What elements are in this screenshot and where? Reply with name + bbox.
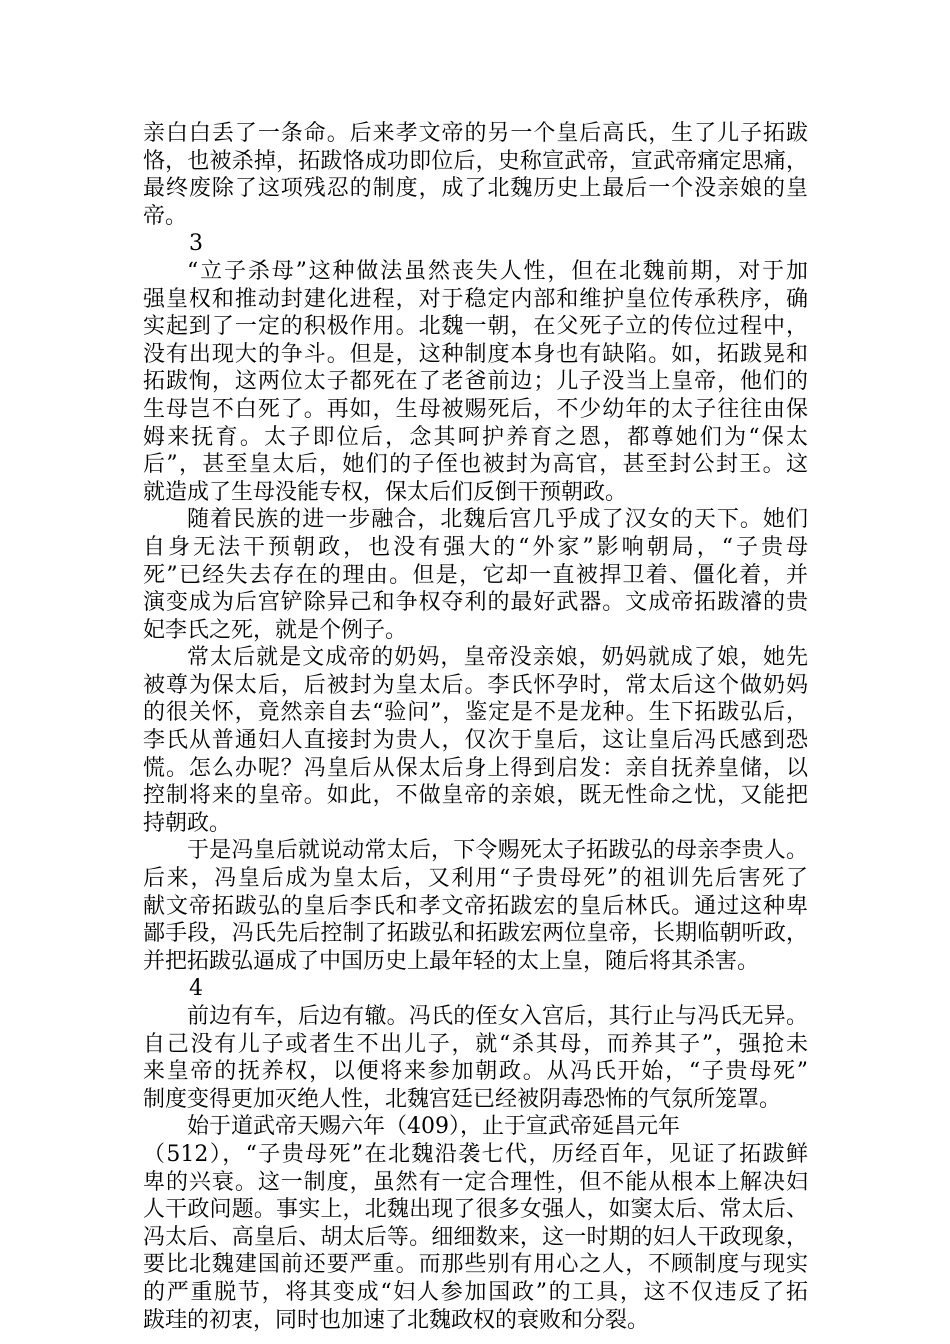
- text-line: 没有出现大的争斗。但是，这种制度本身也有缺陷。如，拓跋晃和: [143, 341, 808, 367]
- text-line: 姆来抚育。太子即位后，念其呵护养育之恩，都尊她们为“保太: [143, 424, 808, 450]
- text-line: 最终废除了这项残忍的制度，成了北魏历史上最后一个没亲娘的皇: [143, 176, 808, 202]
- text-line: 始于道武帝天赐六年（409），止于宣武帝延昌元年: [187, 1114, 680, 1140]
- text-line: 被尊为保太后，后被封为皇太后。李氏怀孕时，常太后这个做奶妈: [143, 672, 808, 698]
- text-line: 自身无法干预朝政，也没有强大的“外家”影响朝局，“子贵母: [143, 534, 808, 560]
- text-line: 强皇权和推动封建化进程，对于稳定内部和维护皇位传承秩序，确: [143, 286, 808, 312]
- text-line: 就造成了生母没能专权，保太后们反倒干预朝政。: [143, 479, 628, 505]
- text-line: 实起到了一定的积极作用。北魏一朝，在父死子立的传位过程中，: [143, 314, 808, 340]
- text-line: 妃李氏之死，就是个例子。: [143, 617, 408, 643]
- article-body: [143, 120, 808, 1334]
- text-line: 制度变得更加灭绝人性，北魏宫廷已经被阴毒恐怖的气氛所笼罩。: [143, 1086, 782, 1112]
- text-line: 人干政问题。事实上，北魏出现了很多女强人，如窦太后、常太后、: [143, 1197, 808, 1223]
- text-line: 的严重脱节，将其变成“妇人参加国政”的工具，这不仅违反了拓: [143, 1279, 808, 1305]
- text-line: 慌。怎么办呢？冯皇后从保太后身上得到启发：亲自抚养皇储，以: [143, 755, 808, 781]
- text-line: 的很关怀，竟然亲自去“验问”，鉴定是不是龙种。生下拓跋弘后，: [143, 700, 808, 726]
- text-line: （512），“子贵母死”在北魏沿袭七代，历经百年，见证了拓跋鲜: [143, 1141, 808, 1167]
- text-line: 随着民族的进一步融合，北魏后宫几乎成了汉女的天下。她们: [187, 507, 808, 533]
- text-line: 持朝政。: [143, 810, 232, 836]
- text-line: 于是冯皇后就说动常太后，下令赐死太子拓跋弘的母亲李贵人。: [187, 838, 808, 864]
- text-line: 鄙手段，冯氏先后控制了拓跋弘和拓跋宏两位皇帝，长期临朝听政，: [143, 921, 808, 947]
- text-line: 来皇帝的抚养权，以便将来参加朝政。从冯氏开始，“子贵母死”: [143, 1059, 808, 1085]
- text-line: 跋珪的初衷，同时也加速了北魏政权的衰败和分裂。: [143, 1307, 650, 1333]
- text-line: 后”，甚至皇太后，她们的子侄也被封为高官，甚至封公封王。这: [143, 452, 808, 478]
- text-line: 后来，冯皇后成为皇太后，又利用“子贵母死”的祖训先后害死了: [143, 866, 808, 892]
- text-line: 前边有车，后边有辙。冯氏的侄女入宫后，其行止与冯氏无异。: [187, 1004, 808, 1029]
- text-line: 献文帝拓跋弘的皇后李氏和孝文帝拓跋宏的皇后林氏。通过这种卑: [143, 893, 808, 919]
- text-line: “立子杀母”这种做法虽然丧失人性，但在北魏前期，对于加: [187, 258, 808, 284]
- text-line: 自己没有儿子或者生不出儿子，就“杀其母，而养其子”，强抢未: [143, 1031, 808, 1057]
- text-line: 李氏从普通妇人直接封为贵人，仅次于皇后，这让皇后冯氏感到恐: [143, 728, 808, 754]
- text-line: 帝。: [143, 203, 188, 229]
- text-line: 卑的兴衰。这一制度，虽然有一定合理性，但不能从根本上解决妇: [143, 1169, 808, 1195]
- text-line: 并把拓跋弘逼成了中国历史上最年轻的太上皇，随后将其杀害。: [143, 948, 760, 974]
- text-line: 拓跋恂，这两位太子都死在了老爸前边；儿子没当上皇帝，他们的: [143, 369, 808, 395]
- section-number: 4: [189, 976, 203, 1002]
- text-line: 生母岂不白死了。再如，生母被赐死后，不少幼年的太子往往由保: [143, 396, 808, 422]
- text-line: 控制将来的皇帝。如此，不做皇帝的亲娘，既无性命之忧，又能把: [143, 783, 808, 809]
- text-line: 常太后就是文成帝的奶妈，皇帝没亲娘，奶妈就成了娘，她先: [187, 645, 808, 671]
- text-line: 死”已经失去存在的理由。但是，它却一直被捍卫着、僵化着，并: [143, 562, 808, 588]
- text-line: 恪，也被杀掉，拓跋恪成功即位后，史称宣武帝，宣武帝痛定思痛，: [143, 148, 808, 174]
- section-number: 3: [189, 231, 203, 257]
- text-line: 冯太后、高皇后、胡太后等。细细数来，这一时期的妇人干政现象，: [143, 1224, 808, 1250]
- text-line: 要比北魏建国前还要严重。而那些别有用心之人，不顾制度与现实: [143, 1252, 808, 1278]
- text-line: 演变成为后宫铲除异己和争权夺利的最好武器。文成帝拓跋濬的贵: [143, 590, 808, 616]
- text-line: 亲白白丢了一条命。后来孝文帝的另一个皇后高氏，生了儿子拓跋: [143, 121, 808, 146]
